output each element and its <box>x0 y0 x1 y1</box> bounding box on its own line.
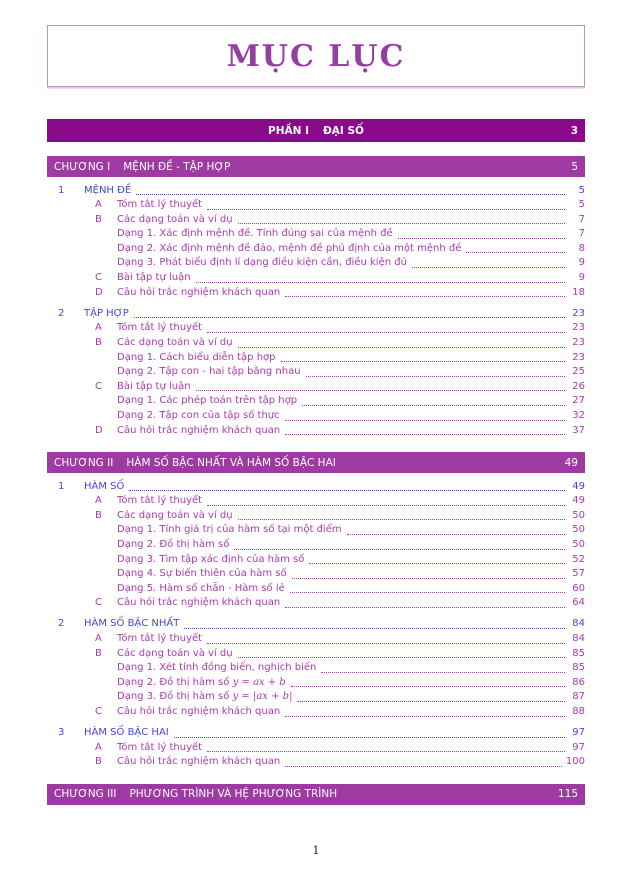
toc-row-dang[interactable] <box>47 365 585 380</box>
subsection-letter: A <box>95 741 102 753</box>
section-title: HÀM SỐ <box>84 480 125 492</box>
dot-leader <box>207 751 565 752</box>
subsection-letter: A <box>95 199 102 211</box>
toc-row-subsection[interactable] <box>47 647 585 662</box>
section-page-number: 23 <box>572 307 585 319</box>
subsection-letter: B <box>95 756 102 768</box>
toc-row-section[interactable] <box>47 726 585 741</box>
subsection-title: Các dạng toán và ví dụ <box>117 509 233 521</box>
dang-title: Dạng 3. Phát biểu định lí dạng điều kiện cần, điều kiện đủ <box>117 257 407 269</box>
subsection-title: Tóm tắt lý thuyết <box>117 741 203 753</box>
section-title: TẬP HỢP <box>84 307 129 319</box>
subsection-page-number: 88 <box>572 706 585 717</box>
subsection-letter: B <box>95 336 102 348</box>
dot-leader <box>174 737 565 738</box>
toc-row-dang[interactable] <box>47 690 585 705</box>
subsection-page-number: 84 <box>572 633 585 645</box>
toc-row-dang[interactable] <box>47 351 585 366</box>
dot-leader <box>234 549 565 550</box>
chapter-label: CHƯƠNG I <box>54 160 111 173</box>
footer-page-number: 1 <box>312 844 320 857</box>
dot-leader <box>291 686 565 687</box>
subsection-page-number: 97 <box>572 741 585 753</box>
toc-row-subsection[interactable] <box>47 755 585 770</box>
toc-row-subsection[interactable] <box>47 198 585 213</box>
chapter-title: MỆNH ĐỀ - TẬP HỢP <box>123 160 231 173</box>
dang-page-number: 87 <box>572 691 585 703</box>
dang-page-number: 50 <box>572 538 585 550</box>
subsection-letter: D <box>95 286 103 298</box>
subsection-title: Tóm tắt lý thuyết <box>117 199 203 211</box>
dang-title: Dạng 1. Tính giá trị của hàm số tại một điểm <box>117 524 342 536</box>
subsection-letter: A <box>95 633 102 645</box>
dang-title: Dạng 1. Cách biểu diễn tập hợp <box>117 351 276 363</box>
toc-row-subsection[interactable] <box>47 424 585 439</box>
dang-title: Dạng 2. Xác định mệnh đề đảo, mệnh đề phủ định của một mệnh đề <box>117 242 462 254</box>
dot-leader <box>134 317 565 318</box>
dang-title: Dạng 2. Tập con của tập số thực <box>117 409 280 421</box>
toc-row-subsection[interactable] <box>47 705 585 720</box>
dang-page-number: 27 <box>572 395 585 407</box>
toc-row-subsection[interactable] <box>47 271 585 286</box>
toc-list <box>47 119 585 805</box>
dot-leader <box>309 563 565 564</box>
section-title: HÀM SỐ BẬC NHẤT <box>84 618 180 630</box>
subsection-page-number: 26 <box>572 380 585 392</box>
toc-row-dang[interactable] <box>47 227 585 242</box>
subsection-title: Các dạng toán và ví dụ <box>117 647 233 659</box>
chapter-bar[interactable] <box>47 156 585 177</box>
subsection-title: Tóm tắt lý thuyết <box>117 322 203 334</box>
subsection-page-number: 5 <box>578 199 585 211</box>
toc-row-dang[interactable] <box>47 538 585 553</box>
subsection-letter: B <box>95 647 102 659</box>
dang-title: Dạng 2. Đồ thị hàm số <box>117 538 230 550</box>
subsection-title: Câu hỏi trắc nghiệm khách quan <box>117 756 281 768</box>
dot-leader <box>207 505 565 506</box>
subsection-letter: C <box>95 380 102 392</box>
toc-row-dang[interactable] <box>47 409 585 424</box>
subsection-title: Tóm tắt lý thuyết <box>117 633 203 645</box>
dang-page-number: 86 <box>572 676 585 688</box>
chapter-label: CHƯƠNG II <box>54 456 114 469</box>
dot-leader <box>285 420 565 421</box>
section-number: 3 <box>58 727 65 739</box>
toc-row-subsection[interactable] <box>47 336 585 351</box>
math-expression: y = ax + b <box>232 676 286 688</box>
toc-row-dang[interactable] <box>47 582 585 597</box>
dang-title: Dạng 1. Xác định mệnh đề. Tính đúng sai của mệnh đề <box>117 228 393 240</box>
dot-leader <box>292 578 565 579</box>
dot-leader <box>207 332 565 333</box>
toc-row-dang[interactable] <box>47 661 585 676</box>
toc-row-subsection[interactable] <box>47 494 585 509</box>
dot-leader <box>412 267 565 268</box>
dot-leader <box>466 252 565 253</box>
dot-leader <box>398 238 565 239</box>
dang-title: Dạng 2. Tập con - hai tập bằng nhau <box>117 366 301 378</box>
toc-row-dang[interactable] <box>47 567 585 582</box>
toc-row-section[interactable] <box>47 184 585 199</box>
toc-row-subsection[interactable] <box>47 213 585 228</box>
subsection-title: Bài tập tự luận <box>117 272 191 284</box>
toc-row-subsection[interactable] <box>47 380 585 395</box>
dang-title: Dạng 1. Xét tính đồng biến, nghịch biến <box>117 662 317 674</box>
section-title: MỆNH ĐỀ <box>84 184 132 196</box>
dot-leader <box>285 607 565 608</box>
page-title: MỤC LỤC <box>226 38 406 74</box>
dot-leader <box>302 405 565 406</box>
subsection-page-number: 37 <box>572 424 585 436</box>
subsection-title: Các dạng toán và ví dụ <box>117 213 233 225</box>
dang-page-number: 50 <box>572 524 585 536</box>
toc-page <box>47 0 585 810</box>
dot-leader <box>238 657 565 658</box>
dang-page-number: 25 <box>572 366 585 378</box>
subsection-page-number: 23 <box>572 322 585 334</box>
section-number: 2 <box>58 618 65 630</box>
section-title: HÀM SỐ BẬC HAI <box>84 727 169 739</box>
part-label: PHẦN I <box>268 124 309 137</box>
dot-leader <box>196 390 565 391</box>
subsection-letter: C <box>95 706 102 717</box>
dot-leader <box>347 534 565 535</box>
dang-page-number: 85 <box>572 662 585 674</box>
subsection-letter: C <box>95 272 102 284</box>
dot-leader <box>238 347 565 348</box>
dot-leader <box>290 592 565 593</box>
section-page-number: 84 <box>572 618 585 630</box>
toc-row-subsection[interactable] <box>47 286 585 301</box>
dang-page-number: 7 <box>578 228 585 240</box>
section-number: 2 <box>58 307 65 319</box>
dang-title: Dạng 1. Các phép toán trên tập hợp <box>117 395 298 407</box>
subsection-letter: A <box>95 322 102 334</box>
dot-leader <box>306 376 565 377</box>
dang-page-number: 32 <box>572 409 585 421</box>
dang-page-number: 8 <box>578 242 585 254</box>
dot-leader <box>285 716 565 717</box>
subsection-page-number: 18 <box>572 286 585 298</box>
subsection-title: Bài tập tự luận <box>117 380 191 392</box>
dot-leader <box>285 296 565 297</box>
section-number: 1 <box>58 184 65 196</box>
toc-row-dang[interactable] <box>47 242 585 257</box>
chapter-page-number: 115 <box>557 788 578 801</box>
dot-leader <box>321 672 565 673</box>
dang-title: Dạng 5. Hàm số chẵn - Hàm số lẻ <box>117 582 285 594</box>
subsection-letter: B <box>95 509 102 521</box>
subsection-page-number: 64 <box>572 597 585 609</box>
dot-leader <box>184 628 565 629</box>
subsection-page-number: 9 <box>578 272 585 284</box>
dot-leader <box>281 361 565 362</box>
subsection-title: Câu hỏi trắc nghiệm khách quan <box>117 286 281 298</box>
toc-row-subsection[interactable] <box>47 321 585 336</box>
dang-page-number: 23 <box>572 351 585 363</box>
dang-page-number: 57 <box>572 568 585 580</box>
dot-leader <box>136 194 565 195</box>
toc-row-section[interactable] <box>47 480 585 495</box>
subsection-title: Câu hỏi trắc nghiệm khách quan <box>117 706 281 717</box>
dang-title: Dạng 3. Đồ thị hàm số y = |ax + b| <box>117 691 293 703</box>
dang-page-number: 52 <box>572 553 585 565</box>
section-number: 1 <box>58 480 65 492</box>
chapter-title: HÀM SỐ BẬC NHẤT VÀ HÀM SỐ BẬC HAI <box>126 456 336 469</box>
dot-leader <box>207 643 565 644</box>
dang-page-number: 9 <box>578 257 585 269</box>
part-bar-center <box>47 125 585 137</box>
part-page-number: 3 <box>570 124 578 137</box>
section-page-number: 5 <box>578 184 585 196</box>
subsection-letter: B <box>95 213 102 225</box>
subsection-page-number: 49 <box>572 495 585 507</box>
subsection-letter: A <box>95 495 102 507</box>
title-box <box>47 25 585 87</box>
toc-row-section[interactable] <box>47 307 585 322</box>
chapter-page-number: 49 <box>564 456 578 469</box>
math-expression: y = |ax + b| <box>232 691 293 703</box>
toc-row-dang[interactable] <box>47 676 585 691</box>
section-page-number: 49 <box>572 480 585 492</box>
dot-leader <box>285 434 565 435</box>
subsection-page-number: 50 <box>572 509 585 521</box>
part-title: ĐẠI SỐ <box>322 124 364 137</box>
chapter-bar[interactable] <box>47 784 585 805</box>
dot-leader <box>297 701 565 702</box>
toc-row-dang[interactable] <box>47 523 585 538</box>
chapter-page-number: 5 <box>571 160 578 173</box>
subsection-letter: D <box>95 424 103 436</box>
dot-leader <box>129 490 565 491</box>
toc-row-dang[interactable] <box>47 553 585 568</box>
toc-row-subsection[interactable] <box>47 509 585 524</box>
subsection-letter: C <box>95 597 102 609</box>
section-page-number: 97 <box>572 727 585 739</box>
subsection-title: Câu hỏi trắc nghiệm khách quan <box>117 424 281 436</box>
dang-title: Dạng 2. Đồ thị hàm số y = ax + b <box>117 676 286 688</box>
dot-leader <box>285 766 562 767</box>
toc-row-subsection[interactable] <box>47 741 585 756</box>
dang-page-number: 60 <box>572 582 585 594</box>
subsection-page-number: 100 <box>565 756 585 768</box>
dang-title: Dạng 4. Sự biến thiên của hàm số <box>117 568 287 580</box>
subsection-title: Câu hỏi trắc nghiệm khách quan <box>117 597 281 609</box>
toc-row-dang[interactable] <box>47 256 585 271</box>
chapter-label: CHƯƠNG III <box>54 788 117 801</box>
part-bar[interactable] <box>47 119 585 142</box>
subsection-page-number: 23 <box>572 336 585 348</box>
dot-leader <box>238 223 565 224</box>
dang-title: Dạng 3. Tìm tập xác định của hàm số <box>117 553 305 565</box>
toc-row-dang[interactable] <box>47 394 585 409</box>
chapter-title: PHƯƠNG TRÌNH VÀ HỆ PHƯƠNG TRÌNH <box>129 788 338 801</box>
toc-row-subsection[interactable] <box>47 596 585 611</box>
dot-leader <box>207 209 565 210</box>
toc-row-section[interactable] <box>47 617 585 632</box>
subsection-title: Tóm tắt lý thuyết <box>117 495 203 507</box>
chapter-bar[interactable] <box>47 452 585 473</box>
dot-leader <box>238 519 565 520</box>
subsection-page-number: 7 <box>578 213 585 225</box>
subsection-title: Các dạng toán và ví dụ <box>117 336 233 348</box>
dot-leader <box>196 282 565 283</box>
subsection-page-number: 85 <box>572 647 585 659</box>
toc-row-subsection[interactable] <box>47 632 585 647</box>
